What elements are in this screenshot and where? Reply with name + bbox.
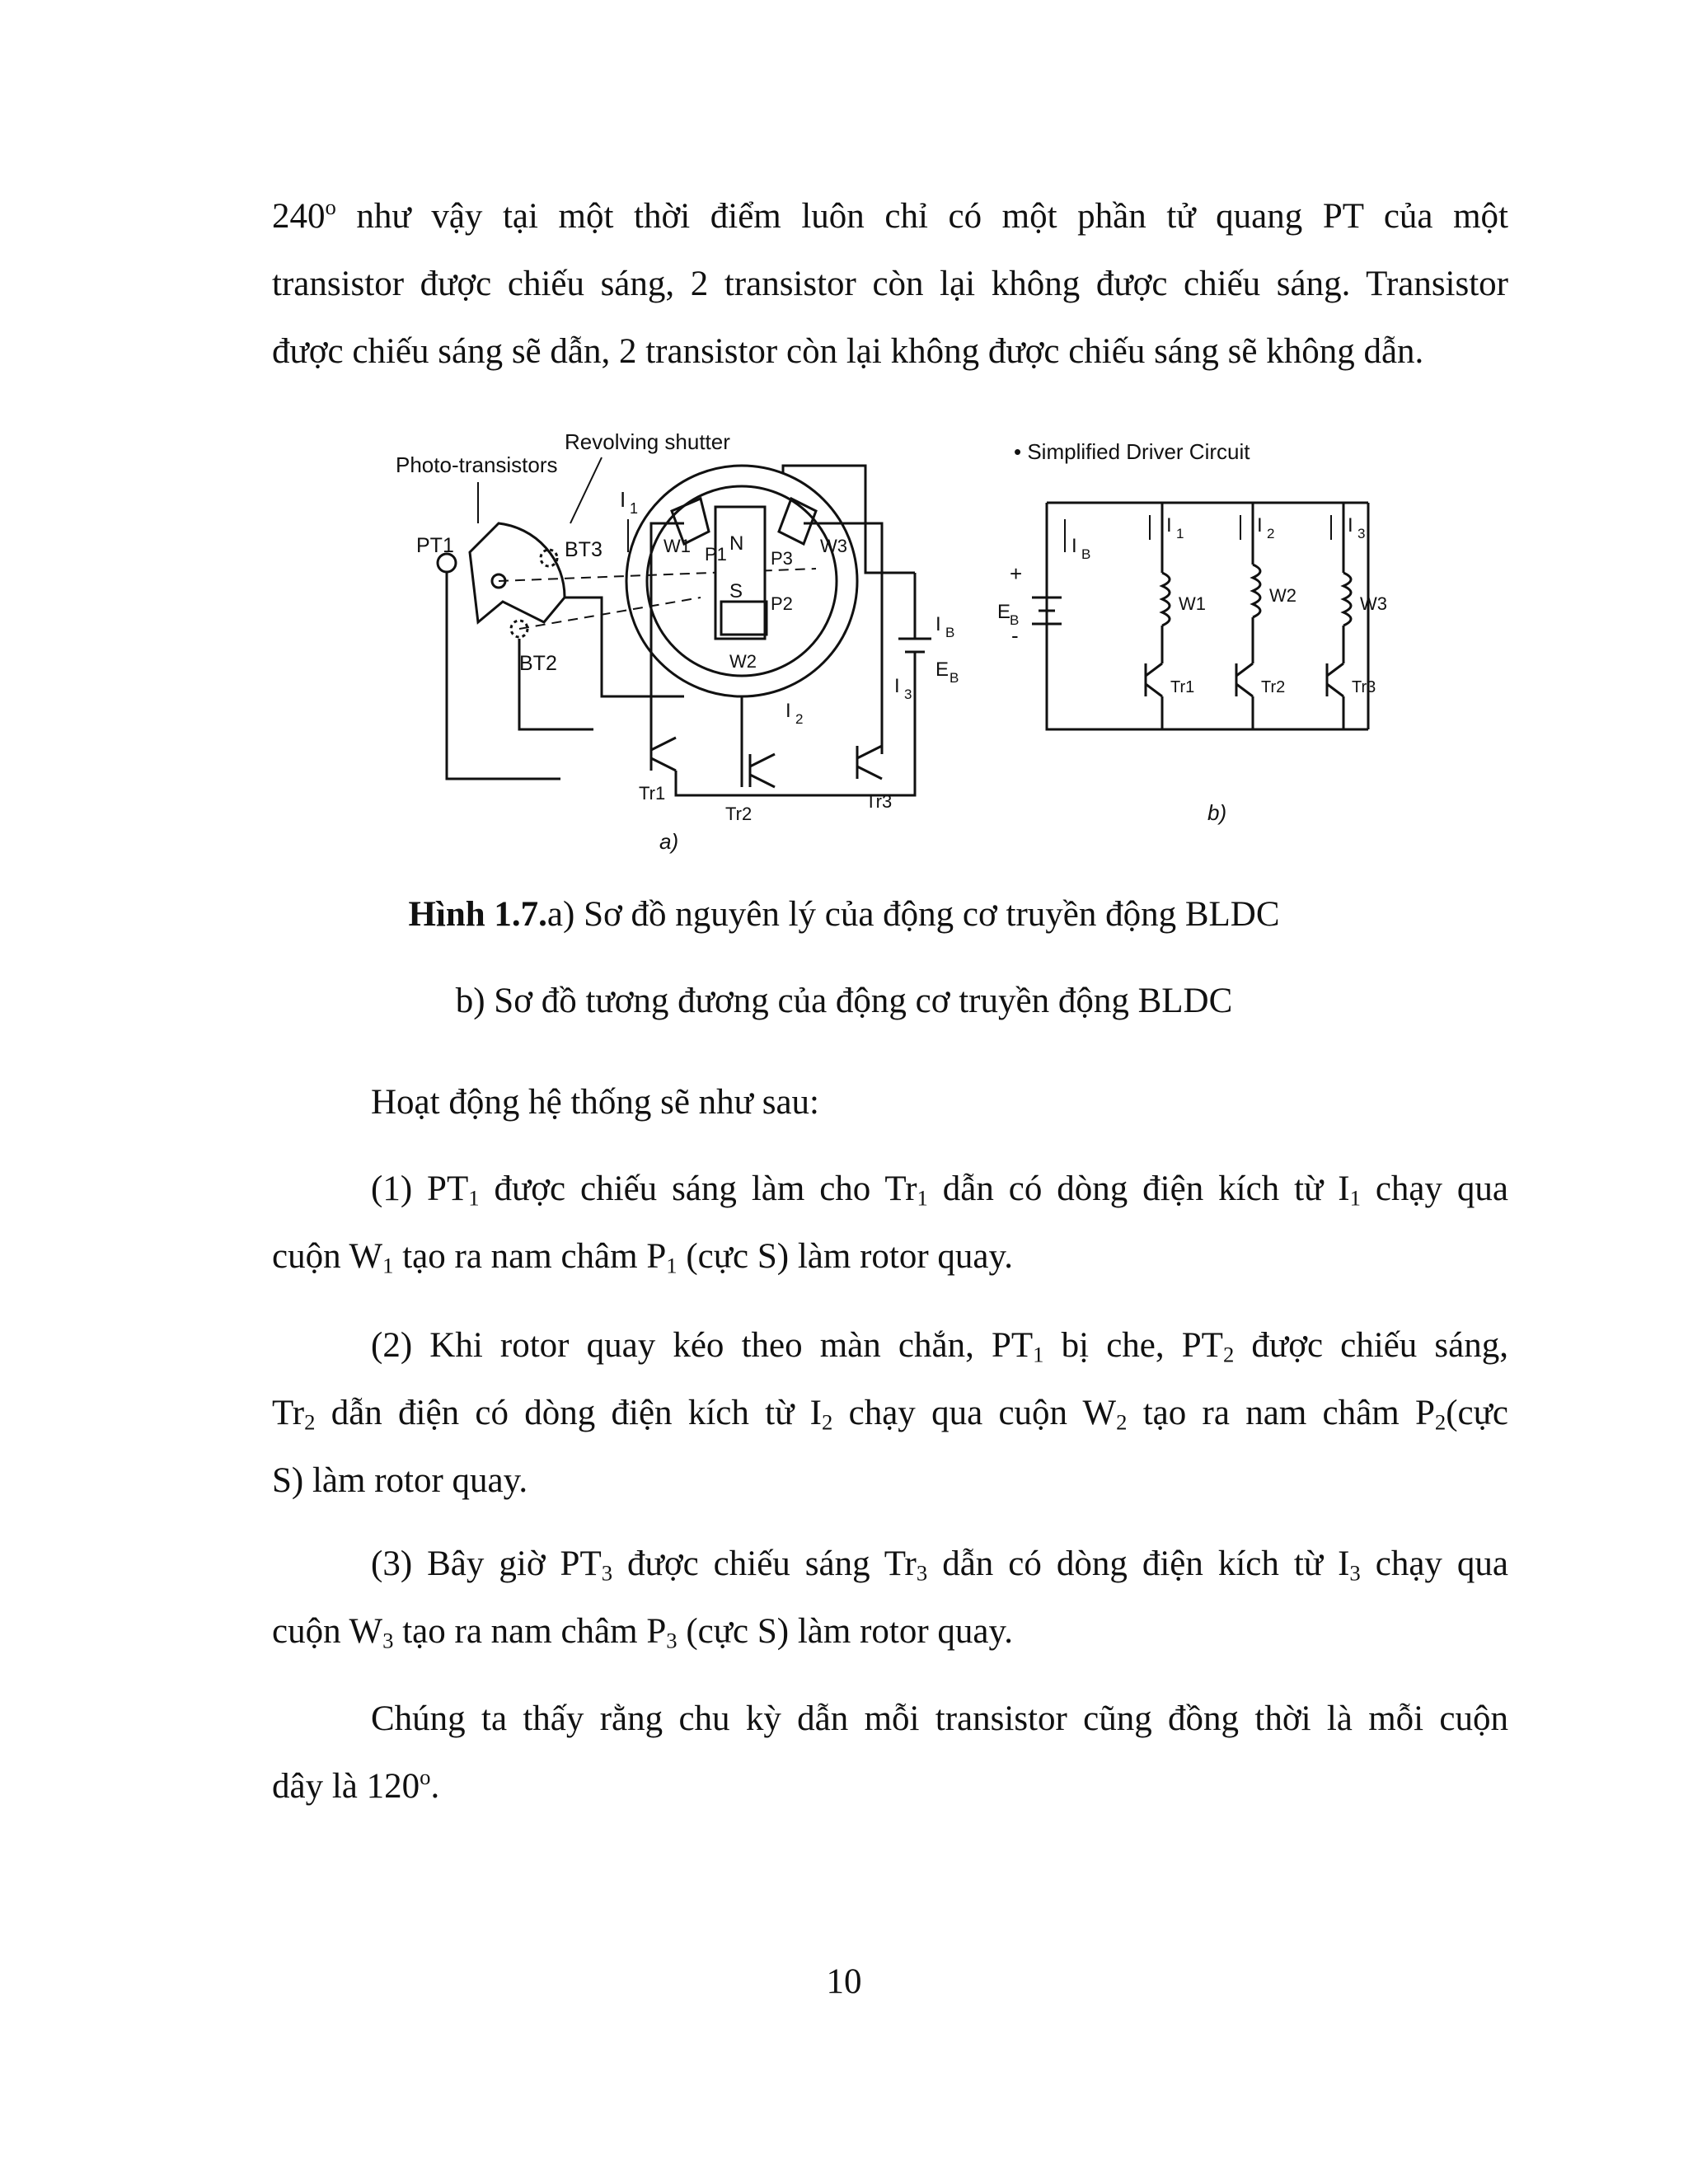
figure-caption-line2: b) Sơ đồ tương đương của động cơ truyền động BLDC: [455, 982, 1233, 1020]
branch-2: [1236, 503, 1296, 729]
branch-1: [1146, 503, 1206, 729]
label-s: S: [729, 580, 743, 602]
tr1-a: [639, 738, 676, 804]
svg-text:I: I: [1166, 514, 1172, 537]
svg-text:W1: W1: [1179, 593, 1206, 614]
text-line: dây là 120$^o$.: [272, 1765, 440, 1806]
paragraph-step2: [272, 1312, 1508, 1515]
text-line: (3) Bây giờ $PT_3$ được chiếu sáng $Tr_3$ dẫn có dòng điện kích từ $I_3$ chạy qua: [371, 1544, 1508, 1586]
label-simplified-driver: • Simplified Driver Circuit: [1014, 439, 1250, 464]
label-photo-transistors: Photo-transistors: [396, 452, 558, 477]
figure-caption-line1: Hình 1.7.a) Sơ đồ nguyên lý của động cơ truyền động BLDC: [408, 895, 1280, 934]
tr3-a: [857, 746, 892, 812]
label-n: N: [729, 532, 744, 555]
branch-3: [1327, 503, 1387, 729]
label-revolving-shutter: Revolving shutter: [565, 429, 730, 454]
label-b: b): [1207, 800, 1227, 825]
svg-text:3: 3: [904, 687, 912, 702]
text-line: 240$^o$ như vậy tại một thời điểm luôn chỉ có một phần tử quang PT của một: [272, 194, 1508, 236]
rotor: [715, 507, 765, 639]
bldc-circuit-diagram: [354, 408, 1442, 869]
svg-text:B: B: [1010, 612, 1020, 628]
label-w3: W3: [820, 536, 847, 556]
paragraph-conclusion: [272, 1685, 1508, 1821]
text-line: cuộn $W_3$ tạo ra nam châm $P_3$ (cực S) làm rotor quay.: [272, 1612, 1013, 1653]
svg-text:W3: W3: [1360, 593, 1387, 614]
text-line: (1) $PT_1$ được chiếu sáng làm cho $Tr_1$ dẫn có dòng điện kích từ $I_1$ chạy qua: [371, 1169, 1508, 1211]
label-eb-a: E: [935, 658, 950, 681]
text-line: được chiếu sáng sẽ dẫn, 2 transistor còn lại không được chiếu sáng sẽ không dẫn.: [272, 332, 1424, 371]
paragraph-step3: [272, 1530, 1508, 1666]
label-w1: W1: [663, 536, 691, 556]
label-bt3: BT3: [565, 538, 603, 561]
svg-text:I: I: [1257, 514, 1263, 537]
paragraph-operation-intro: Hoạt động hệ thống sẽ như sau:: [371, 1083, 820, 1122]
label-i3-a: I: [894, 675, 900, 697]
svg-text:2: 2: [795, 711, 804, 727]
svg-text:Tr2: Tr2: [1261, 678, 1286, 696]
svg-text:B: B: [945, 625, 955, 640]
label-w2: W2: [729, 651, 757, 672]
svg-text:Tr1: Tr1: [639, 783, 666, 804]
page-number: 10: [826, 1962, 862, 2001]
svg-text:I: I: [1348, 514, 1353, 537]
label-bt2: BT2: [519, 652, 557, 675]
svg-text:Tr1: Tr1: [1170, 678, 1195, 696]
svg-text:1: 1: [630, 500, 639, 517]
text-line: S) làm rotor quay.: [272, 1461, 528, 1500]
label-p2: P2: [771, 593, 793, 614]
label-ib-a: I: [935, 613, 941, 635]
shutter-disc: [470, 523, 565, 622]
svg-text:2: 2: [1267, 526, 1275, 541]
svg-text:3: 3: [1357, 526, 1366, 541]
paragraph-step1: [272, 1155, 1508, 1291]
text-line: transistor được chiếu sáng, 2 transistor còn lại không được chiếu sáng. Transistor: [272, 265, 1508, 303]
svg-text:1: 1: [1176, 526, 1184, 541]
svg-text:Tr3: Tr3: [865, 791, 893, 812]
svg-text:W2: W2: [1269, 585, 1296, 606]
text-line: (2) Khi rotor quay kéo theo màn chắn, $PT_1$ bị che, $PT_2$ được chiếu sáng,: [371, 1326, 1509, 1367]
label-ib-b: I: [1071, 535, 1077, 557]
svg-text:B: B: [950, 670, 959, 686]
figure-bldc-diagram: [354, 408, 1442, 869]
label-plus: +: [1010, 561, 1023, 586]
tr2-a: [725, 754, 775, 824]
text-line: cuộn $W_1$ tạo ra nam châm $P_1$ (cực S) làm rotor quay.: [272, 1237, 1013, 1278]
label-p1: P1: [705, 544, 727, 565]
text-line: $Tr_2$ dẫn điện có dòng điện kích từ $I_2$ chạy qua cuộn $W_2$ tạo ra nam châm $P_2(cực$: [272, 1394, 1508, 1435]
label-minus: -: [1011, 623, 1019, 648]
text-line: Chúng ta thấy rằng chu kỳ dẫn mỗi transistor cũng đồng thời là mỗi cuộn: [371, 1699, 1508, 1738]
svg-text:B: B: [1081, 546, 1091, 562]
label-a: a): [659, 829, 679, 854]
svg-text:Tr2: Tr2: [725, 804, 753, 824]
label-p3: P3: [771, 548, 793, 569]
paragraph-intro: [272, 183, 1508, 386]
label-i2-a: I: [785, 700, 791, 722]
label-eb-b: E: [997, 601, 1011, 623]
label-pt1: PT1: [416, 534, 454, 557]
label-i1: I: [620, 487, 626, 512]
svg-text:Tr3: Tr3: [1352, 678, 1376, 696]
